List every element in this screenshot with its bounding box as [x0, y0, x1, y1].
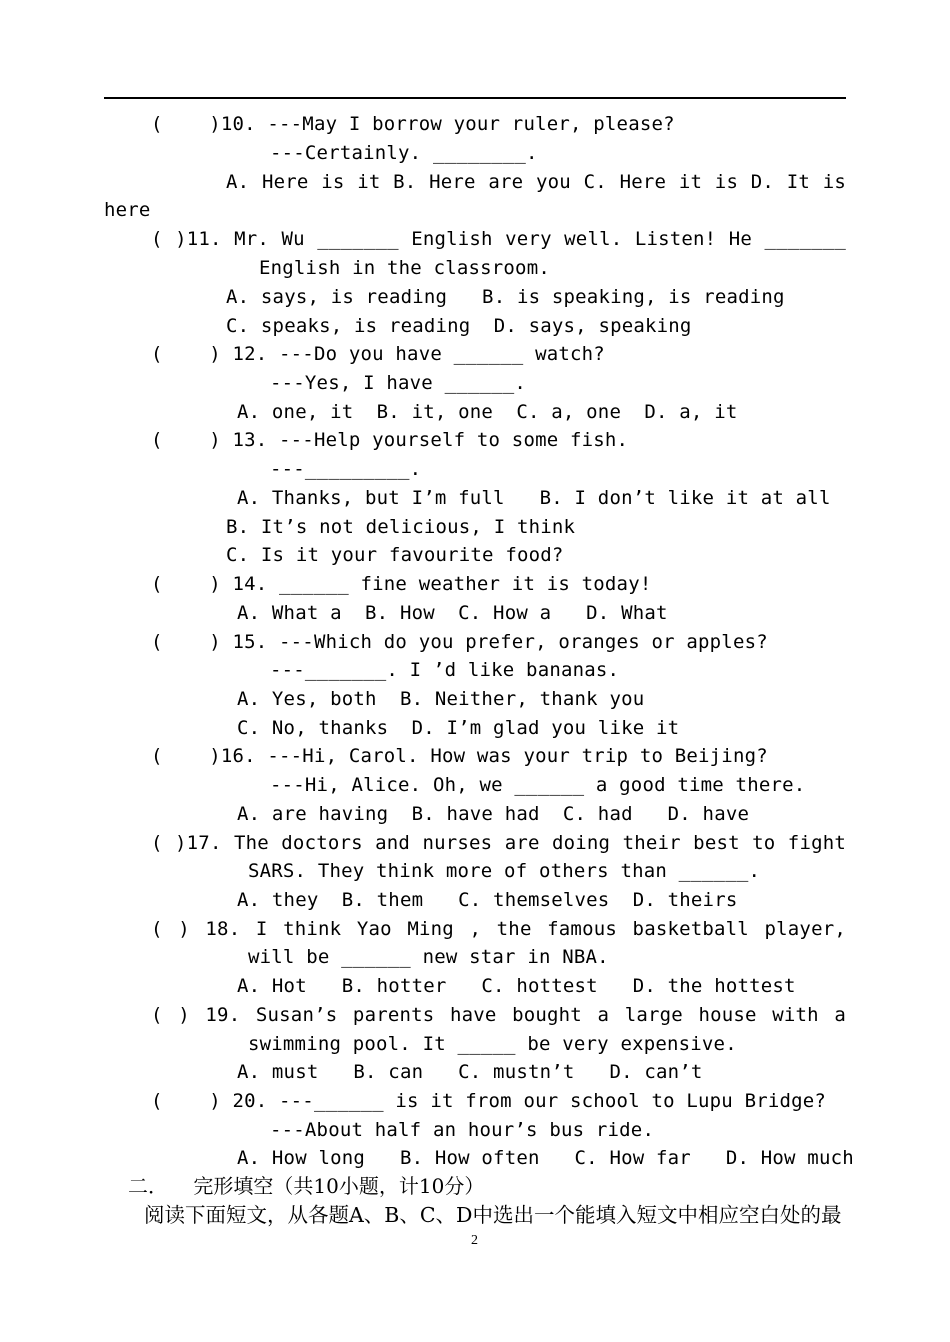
q11-stem-cont: English in the classroom. — [259, 257, 550, 279]
q13-options-3: C. Is it your favourite food? — [226, 544, 564, 566]
q14-stem: ( ) 14. ______ fine weather it is today! — [151, 573, 652, 595]
q20-stem: ( ) 20. ---______ is it from our school to Lupu Bridge? — [151, 1090, 827, 1112]
q10-options: A. Here is it B. Here are you C. Here it is D. It is — [226, 171, 846, 193]
q10-reply: ---Certainly. ________. — [270, 142, 538, 164]
q16-stem: ( )16. ---Hi, Carol. How was your trip to Beijing? — [151, 745, 768, 767]
q13-reply: ---_________. — [270, 458, 422, 480]
q20-reply: ---About half an hour’s bus ride. — [270, 1119, 655, 1141]
q18-stem: ( ) 18. I think Yao Ming , the famous basketball player, — [151, 918, 846, 940]
q11-stem: ( )11. Mr. Wu _______ English very well. Listen! He _______ — [151, 228, 846, 250]
q13-options-2: B. It’s not delicious, I think — [226, 516, 576, 538]
q15-reply: ---_______. I ’d like bananas. — [270, 659, 620, 681]
q17-stem-cont: SARS. They think more of others than ______. — [248, 860, 761, 882]
q15-options-1: A. Yes, both B. Neither, thank you — [237, 688, 645, 710]
q18-stem-cont: will be ______ new star in NBA. — [248, 946, 609, 968]
q14-options: A. What a B. How C. How a D. What — [237, 602, 668, 624]
q19-stem-cont: swimming pool. It _____ be very expensive. — [248, 1033, 737, 1055]
q12-reply: ---Yes, I have ______. — [270, 372, 527, 394]
q15-options-2: C. No, thanks D. I’m glad you like it — [237, 717, 680, 739]
q15-stem: ( ) 15. ---Which do you prefer, oranges or apples? — [151, 631, 768, 653]
q10-options-wrap: here — [104, 199, 151, 221]
q17-stem: ( )17. The doctors and nurses are doing their best to fight — [151, 832, 846, 854]
page-number: 2 — [471, 1233, 478, 1248]
q19-stem: ( ) 19. Susan’s parents have bought a large house with a — [151, 1004, 846, 1026]
q13-options-1: A. Thanks, but I’m full B. I don’t like it at all — [237, 487, 831, 509]
header-rule — [104, 97, 846, 99]
q18-options: A. Hot B. hotter C. hottest D. the hottest — [237, 975, 796, 997]
q16-reply: ---Hi, Alice. Oh, we ______ a good time there. — [270, 774, 806, 796]
q16-options: A. are having B. have had C. had D. have — [237, 803, 750, 825]
q11-options-2: C. speaks, is reading D. says, speaking — [226, 315, 692, 337]
q20-options: A. How long B. How often C. How far D. How much — [237, 1147, 854, 1169]
q11-options-1: A. says, is reading B. is speaking, is reading — [226, 286, 785, 308]
q12-stem: ( ) 12. ---Do you have ______ watch? — [151, 343, 605, 365]
section-heading: 二． 完形填空（共10小题，计10分） — [128, 1174, 485, 1198]
q17-options: A. they B. them C. themselves D. theirs — [237, 889, 738, 911]
section-instruction: 阅读下面短文，从各题A、B、C、D中选出一个能填入短文中相应空白处的最 — [144, 1203, 842, 1227]
q12-options: A. one, it B. it, one C. a, one D. a, it — [237, 401, 738, 423]
q19-options: A. must B. can C. mustn’t D. can’t — [237, 1061, 703, 1083]
q10-stem: ( )10. ---May I borrow your ruler, please? — [151, 113, 675, 135]
q13-stem: ( ) 13. ---Help yourself to some fish. — [151, 429, 629, 451]
